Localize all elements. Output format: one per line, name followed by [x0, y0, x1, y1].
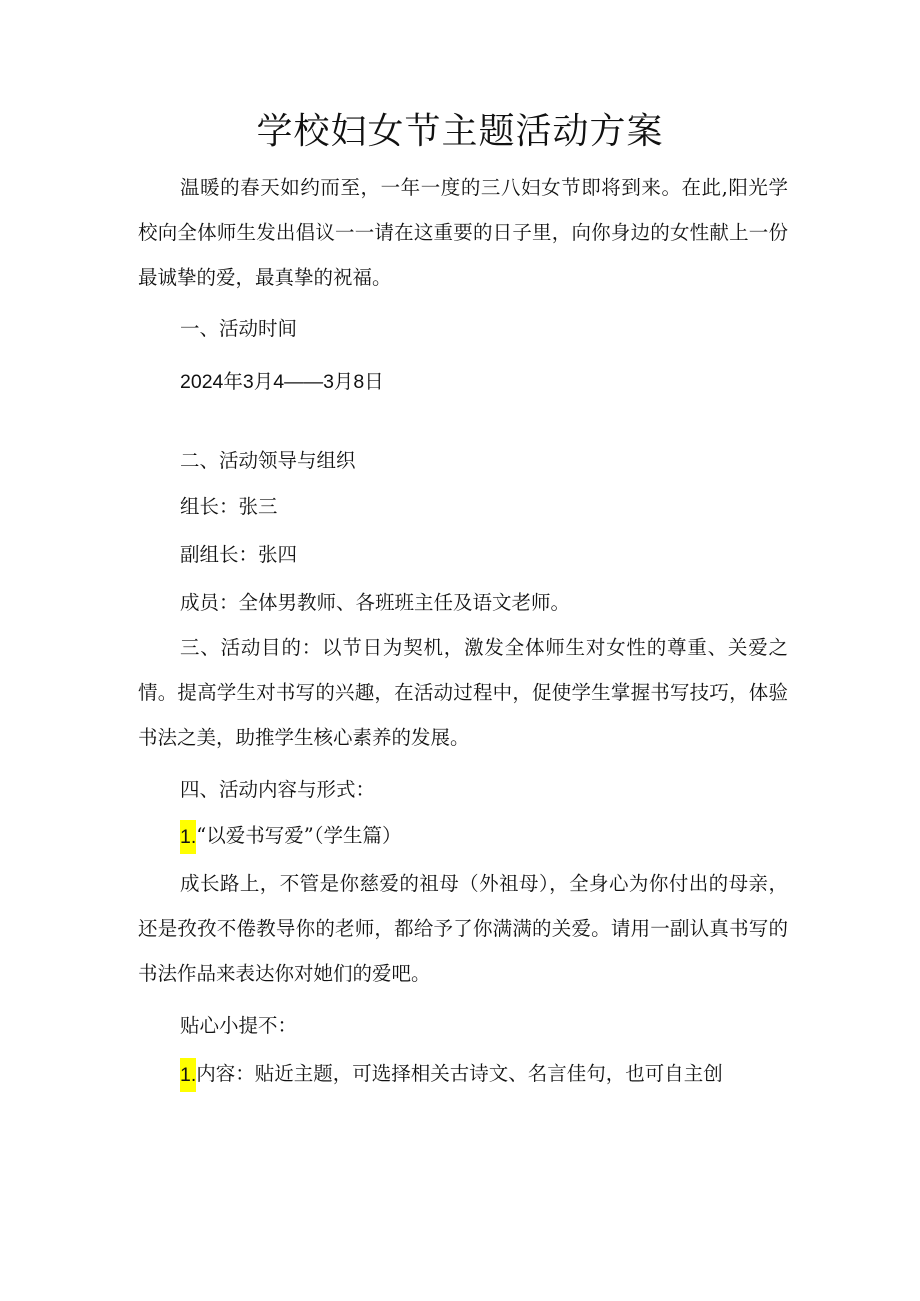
activity-date: 2024年3月4——3月8日: [180, 371, 384, 393]
item-1-number-highlight: 1.: [180, 820, 196, 854]
intro-paragraph: 温暖的春天如约而至，一年一度的三八妇女节即将到来。在此,阳光学校向全体师生发出倡议一一请在这重要的日子里，向你身边的女性献上一份最诚挚的爱，最真挚的祝福。: [138, 176, 788, 289]
tips-heading: 贴心小提不：: [180, 1014, 298, 1037]
section-4-heading: 四、活动内容与形式：: [180, 778, 376, 801]
tip-1-number-highlight: 1.: [180, 1058, 196, 1092]
item-1-title: “以爱书写爱”（学生篇）: [196, 824, 402, 847]
item-1-body-paragraph: 成长路上，不管是你慈爱的祖母（外祖母），全身心为你付出的母亲，还是孜孜不倦教导你的老师，都给予了你满满的关爱。请用一副认真书写的书法作品来表达你对她们的爱吧。: [138, 872, 788, 985]
leader-line: 组长：张三: [180, 495, 278, 518]
tip-1-text: 内容：贴近主题，可选择相关古诗文、名言佳句，也可自主创: [196, 1062, 723, 1085]
section-2-heading: 二、活动领导与组织: [180, 449, 356, 472]
item-1-heading: [180, 813, 401, 858]
document-title: 学校妇女节主题活动方案: [256, 111, 664, 152]
deputy-leader-line: 副组长：张四: [180, 543, 298, 566]
section-1-heading: 一、活动时间: [180, 317, 298, 340]
section-3-paragraph: 三、活动目的：以节日为契机，激发全体师生对女性的尊重、关爱之情。提高学生对书写的兴趣，在活动过程中，促使学生掌握书写技巧，体验书法之美，助推学生核心素养的发展。: [138, 636, 788, 749]
tip-1-line: [180, 1051, 723, 1096]
members-line: 成员：全体男教师、各班班主任及语文老师。: [180, 591, 571, 614]
